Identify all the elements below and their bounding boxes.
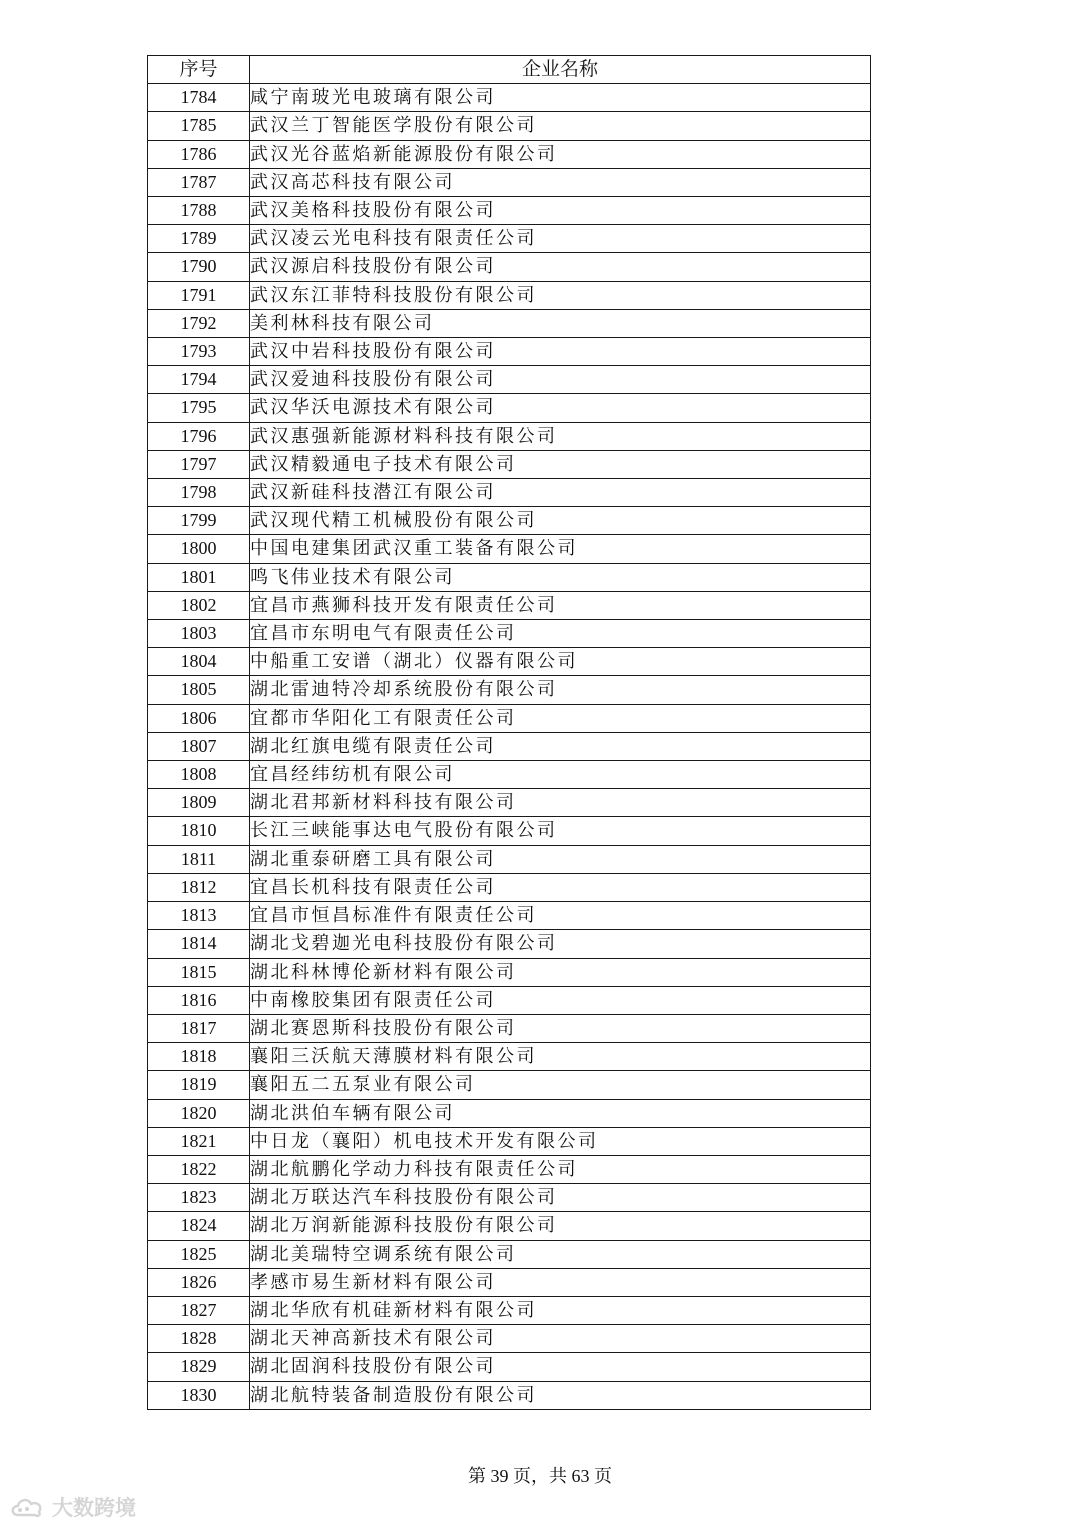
company-name-cell: 湖北天神高新技术有限公司 [250,1325,871,1353]
company-name-cell: 宜昌长机科技有限责任公司 [250,873,871,901]
company-name-cell: 鸣飞伟业技术有限公司 [250,563,871,591]
company-name-cell: 美利林科技有限公司 [250,309,871,337]
table-row [148,732,871,760]
table-row [148,1043,871,1071]
serial-number-cell: 1795 [148,394,250,422]
company-name-cell: 咸宁南玻光电玻璃有限公司 [250,84,871,112]
serial-number-cell: 1791 [148,281,250,309]
table-row [148,1155,871,1183]
company-name-cell: 武汉美格科技股份有限公司 [250,197,871,225]
company-name-cell: 宜都市华阳化工有限责任公司 [250,704,871,732]
company-name-cell: 武汉源启科技股份有限公司 [250,253,871,281]
serial-number-cell: 1829 [148,1353,250,1381]
serial-number-cell: 1825 [148,1240,250,1268]
serial-number-cell: 1790 [148,253,250,281]
serial-number-cell: 1808 [148,761,250,789]
serial-number-cell: 1816 [148,986,250,1014]
table-row [148,930,871,958]
serial-number-cell: 1819 [148,1071,250,1099]
serial-number-cell: 1796 [148,422,250,450]
header-serial-number: 序号 [148,56,250,84]
company-name-cell: 中南橡胶集团有限责任公司 [250,986,871,1014]
company-name-cell: 武汉兰丁智能医学股份有限公司 [250,112,871,140]
company-name-cell: 武汉凌云光电科技有限责任公司 [250,225,871,253]
serial-number-cell: 1805 [148,676,250,704]
table-row [148,563,871,591]
serial-number-cell: 1798 [148,479,250,507]
serial-number-cell: 1830 [148,1381,250,1409]
table-row [148,338,871,366]
company-name-cell: 湖北君邦新材料科技有限公司 [250,789,871,817]
enterprise-table [147,55,871,1410]
serial-number-cell: 1815 [148,958,250,986]
serial-number-cell: 1794 [148,366,250,394]
enterprise-list [147,55,870,1410]
company-name-cell: 中船重工安谱（湖北）仪器有限公司 [250,648,871,676]
table-row [148,789,871,817]
table-row [148,1184,871,1212]
company-name-cell: 湖北固润科技股份有限公司 [250,1353,871,1381]
table-row [148,422,871,450]
company-name-cell: 湖北重泰研磨工具有限公司 [250,845,871,873]
table-row [148,761,871,789]
table-row [148,845,871,873]
serial-number-cell: 1810 [148,817,250,845]
table-row [148,648,871,676]
table-row [148,704,871,732]
serial-number-cell: 1802 [148,591,250,619]
serial-number-cell: 1814 [148,930,250,958]
table-row [148,309,871,337]
table-row [148,168,871,196]
company-name-cell: 湖北科林博伦新材料有限公司 [250,958,871,986]
serial-number-cell: 1788 [148,197,250,225]
company-name-cell: 武汉光谷蓝焰新能源股份有限公司 [250,140,871,168]
company-name-cell: 武汉华沃电源技术有限公司 [250,394,871,422]
serial-number-cell: 1818 [148,1043,250,1071]
serial-number-cell: 1793 [148,338,250,366]
serial-number-cell: 1821 [148,1127,250,1155]
serial-number-cell: 1817 [148,1014,250,1042]
table-row [148,535,871,563]
serial-number-cell: 1813 [148,902,250,930]
table-header-row [148,56,871,84]
table-row [148,620,871,648]
table-row [148,225,871,253]
table-row [148,873,871,901]
serial-number-cell: 1807 [148,732,250,760]
company-name-cell: 湖北赛恩斯科技股份有限公司 [250,1014,871,1042]
table-row [148,1212,871,1240]
table-row [148,507,871,535]
header-company-name: 企业名称 [250,56,871,84]
serial-number-cell: 1784 [148,84,250,112]
company-name-cell: 湖北洪伯车辆有限公司 [250,1099,871,1127]
serial-number-cell: 1792 [148,309,250,337]
company-name-cell: 长江三峡能事达电气股份有限公司 [250,817,871,845]
serial-number-cell: 1800 [148,535,250,563]
company-name-cell: 湖北航鹏化学动力科技有限责任公司 [250,1155,871,1183]
watermark-text: 大数跨境 [52,1496,136,1520]
serial-number-cell: 1786 [148,140,250,168]
table-row [148,1268,871,1296]
serial-number-cell: 1799 [148,507,250,535]
company-name-cell: 宜昌市恒昌标准件有限责任公司 [250,902,871,930]
company-name-cell: 武汉惠强新能源材料科技有限公司 [250,422,871,450]
serial-number-cell: 1824 [148,1212,250,1240]
serial-number-cell: 1789 [148,225,250,253]
table-row [148,479,871,507]
company-name-cell: 襄阳五二五泵业有限公司 [250,1071,871,1099]
serial-number-cell: 1787 [148,168,250,196]
company-name-cell: 武汉精毅通电子技术有限公司 [250,450,871,478]
serial-number-cell: 1822 [148,1155,250,1183]
company-name-cell: 湖北华欣有机硅新材料有限公司 [250,1296,871,1324]
serial-number-cell: 1803 [148,620,250,648]
serial-number-cell: 1806 [148,704,250,732]
table-row [148,366,871,394]
company-name-cell: 宜昌经纬纺机有限公司 [250,761,871,789]
company-name-cell: 武汉现代精工机械股份有限公司 [250,507,871,535]
serial-number-cell: 1812 [148,873,250,901]
company-name-cell: 宜昌市东明电气有限责任公司 [250,620,871,648]
table-row [148,197,871,225]
company-name-cell: 湖北戈碧迦光电科技股份有限公司 [250,930,871,958]
table-row [148,1325,871,1353]
company-name-cell: 湖北红旗电缆有限责任公司 [250,732,871,760]
table-row [148,1240,871,1268]
table-row [148,1071,871,1099]
table-row [148,1381,871,1409]
table-row [148,253,871,281]
serial-number-cell: 1809 [148,789,250,817]
table-row [148,676,871,704]
serial-number-cell: 1827 [148,1296,250,1324]
table-row [148,1099,871,1127]
table-row [148,1127,871,1155]
company-name-cell: 湖北雷迪特冷却系统股份有限公司 [250,676,871,704]
serial-number-cell: 1785 [148,112,250,140]
company-name-cell: 湖北美瑞特空调系统有限公司 [250,1240,871,1268]
serial-number-cell: 1797 [148,450,250,478]
table-row [148,591,871,619]
company-name-cell: 武汉中岩科技股份有限公司 [250,338,871,366]
company-name-cell: 湖北万联达汽车科技股份有限公司 [250,1184,871,1212]
table-body [148,84,871,1410]
serial-number-cell: 1820 [148,1099,250,1127]
company-name-cell: 中国电建集团武汉重工装备有限公司 [250,535,871,563]
company-name-cell: 襄阳三沃航天薄膜材料有限公司 [250,1043,871,1071]
table-row [148,450,871,478]
company-name-cell: 孝感市易生新材料有限公司 [250,1268,871,1296]
table-row [148,140,871,168]
serial-number-cell: 1823 [148,1184,250,1212]
table-row [148,1014,871,1042]
watermark [8,1492,136,1522]
table-row [148,394,871,422]
company-name-cell: 湖北万润新能源科技股份有限公司 [250,1212,871,1240]
cloud-logo-icon [8,1493,48,1521]
serial-number-cell: 1801 [148,563,250,591]
table-row [148,986,871,1014]
company-name-cell: 湖北航特装备制造股份有限公司 [250,1381,871,1409]
serial-number-cell: 1811 [148,845,250,873]
table-row [148,958,871,986]
serial-number-cell: 1828 [148,1325,250,1353]
table-row [148,817,871,845]
table-row [148,902,871,930]
serial-number-cell: 1826 [148,1268,250,1296]
company-name-cell: 宜昌市燕狮科技开发有限责任公司 [250,591,871,619]
company-name-cell: 武汉高芯科技有限公司 [250,168,871,196]
table-row [148,112,871,140]
table-row [148,84,871,112]
serial-number-cell: 1804 [148,648,250,676]
table-row [148,1296,871,1324]
table-row [148,281,871,309]
table-row [148,1353,871,1381]
company-name-cell: 中日龙（襄阳）机电技术开发有限公司 [250,1127,871,1155]
company-name-cell: 武汉爱迪科技股份有限公司 [250,366,871,394]
company-name-cell: 武汉东江菲特科技股份有限公司 [250,281,871,309]
company-name-cell: 武汉新硅科技潜江有限公司 [250,479,871,507]
page-number: 第 39 页，共 63 页 [468,1466,612,1486]
